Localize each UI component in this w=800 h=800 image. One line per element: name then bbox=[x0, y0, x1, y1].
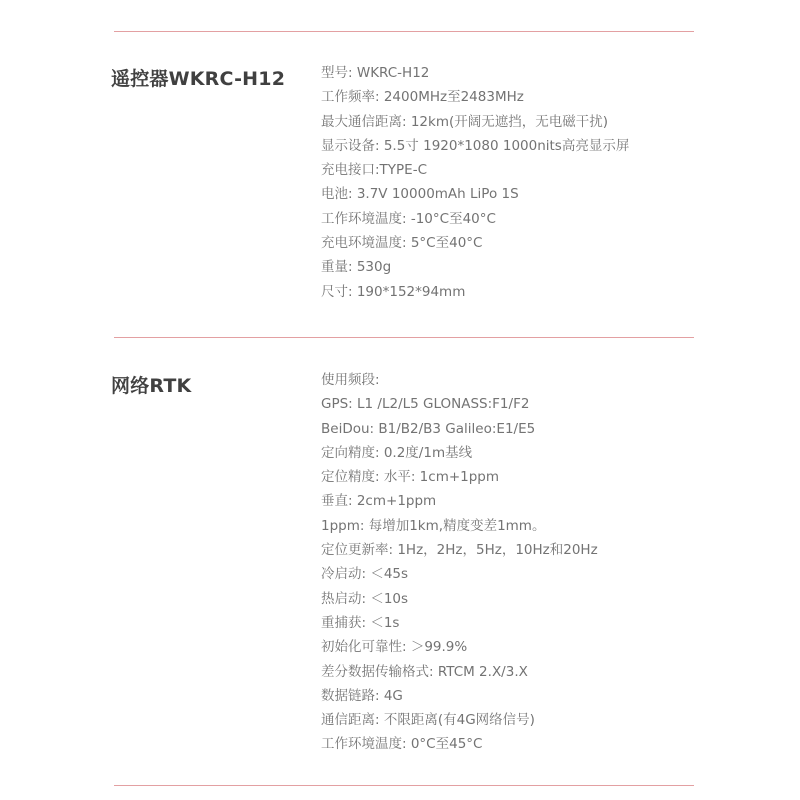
spec-model: 型号: WKRC-H12 bbox=[321, 65, 430, 81]
divider-bottom bbox=[114, 785, 694, 786]
spec-rtk-operating-temp: 工作环境温度: 0°C至45°C bbox=[321, 736, 483, 753]
network-rtk-spec-list bbox=[321, 368, 598, 757]
spec-hot-start: 热启动: ＜10s bbox=[321, 590, 409, 607]
spec-dimensions: 尺寸: 190*152*94mm bbox=[321, 283, 466, 300]
spec-charging-temp: 充电环境温度: 5°C至40°C bbox=[321, 235, 483, 252]
spec-ppm-note: 1ppm: 每增加1km,精度变差1mm。 bbox=[321, 517, 546, 534]
spec-init-reliability: 初始化可靠性: ＞99.9% bbox=[321, 639, 468, 656]
spec-max-range: 最大通信距离: 12km(开阔无遮挡，无电磁干扰) bbox=[321, 113, 609, 130]
spec-update-rate: 定位更新率: 1Hz，2Hz，5Hz，10Hz和20Hz bbox=[321, 542, 598, 559]
spec-operating-temp: 工作环境温度: -10°C至40°C bbox=[321, 210, 496, 227]
spec-cold-start: 冷启动: ＜45s bbox=[321, 566, 409, 583]
spec-data-link: 数据链路: 4G bbox=[321, 687, 403, 704]
section-title-network-rtk: 网络RTK bbox=[111, 375, 192, 397]
spec-display: 显示设备: 5.5寸 1920*1080 1000nits高亮显示屏 bbox=[321, 137, 630, 154]
spec-comm-range: 通信距离: 不限距离(有4G网络信号) bbox=[321, 712, 535, 729]
spec-weight: 重量: 530g bbox=[321, 259, 392, 276]
spec-differential-format: 差分数据传输格式: RTCM 2.X/3.X bbox=[321, 663, 528, 680]
divider-top bbox=[114, 31, 694, 32]
remote-controller-spec-list bbox=[321, 61, 629, 304]
spec-battery: 电池: 3.7V 10000mAh LiPo 1S bbox=[321, 186, 519, 203]
spec-horizontal-accuracy: 定位精度: 水平: 1cm+1ppm bbox=[321, 469, 500, 486]
spec-frequency-bands: 使用频段: bbox=[321, 372, 380, 388]
spec-vertical-accuracy: 垂直: 2cm+1ppm bbox=[321, 493, 437, 510]
divider-middle bbox=[114, 337, 694, 338]
spec-gps-glonass: GPS: L1 /L2/L5 GLONASS:F1/F2 bbox=[321, 396, 530, 413]
section-title-remote-controller: 遥控器WKRC-H12 bbox=[111, 68, 286, 90]
spec-frequency: 工作频率: 2400MHz至2483MHz bbox=[321, 89, 524, 106]
spec-reacquisition: 重捕获: ＜1s bbox=[321, 614, 400, 631]
spec-charging-port: 充电接口:TYPE-C bbox=[321, 162, 428, 179]
spec-heading-accuracy: 定向精度: 0.2度/1m基线 bbox=[321, 444, 473, 461]
spec-beidou-galileo: BeiDou: B1/B2/B3 Galileo:E1/E5 bbox=[321, 420, 536, 437]
